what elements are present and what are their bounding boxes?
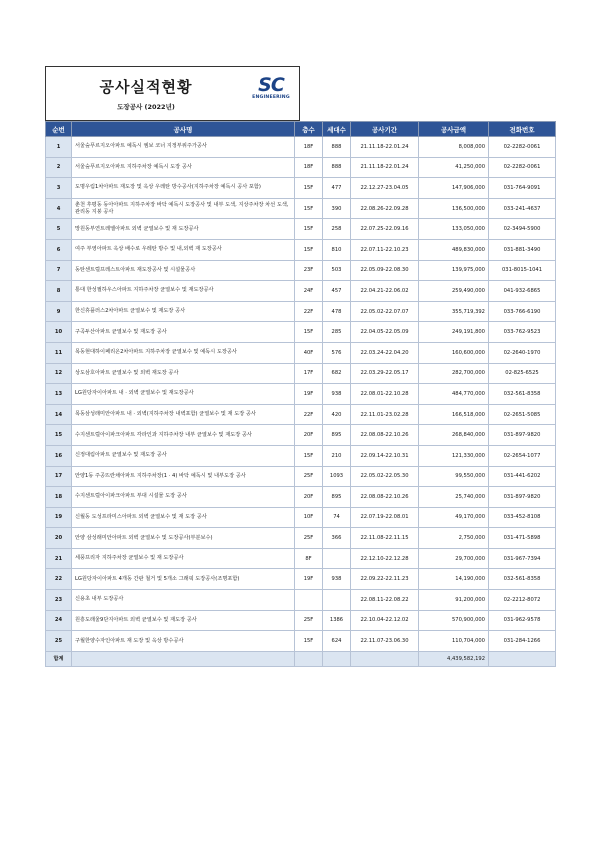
col-header: 전화번호 [489,122,556,137]
project-name: 춘천 후평동 동아아파트 지하주차장 바닥 예독시 도장공사 및 내부 도색, 지상주차장 차선 도색, 관리동 지붕 공사 [72,198,295,219]
units-cell: 457 [323,281,351,302]
table-row [46,610,556,631]
phone-cell: 02-2282-0061 [489,157,556,178]
amount-cell: 355,719,392 [419,301,489,322]
company-logo [251,75,291,100]
row-number: 9 [46,301,72,322]
period-cell: 22.09.14-22.10.31 [351,445,419,466]
row-number: 8 [46,281,72,302]
table-row [46,507,556,528]
units-cell: 366 [323,528,351,549]
row-number: 21 [46,548,72,569]
units-cell: 503 [323,260,351,281]
title-box [45,66,300,122]
period-cell: 22.08.08-22.10.26 [351,425,419,446]
table-row [46,590,556,611]
phone-cell: 031-967-7394 [489,548,556,569]
col-header: 층수 [295,122,323,137]
floors-cell: 40F [295,342,323,363]
phone-cell: 031-8015-1041 [489,260,556,281]
amount-cell: 147,906,000 [419,178,489,199]
phone-cell: 031-962-9578 [489,610,556,631]
project-name: 신정대림아파트 균열보수 및 재도장 공사 [72,445,295,466]
period-cell: 22.05.02-22.07.07 [351,301,419,322]
phone-cell: 032-561-8358 [489,384,556,405]
phone-cell: 02-2282-0061 [489,137,556,158]
phone-cell: 041-932-6865 [489,281,556,302]
row-number: 24 [46,610,72,631]
phone-cell: 031-897-9820 [489,425,556,446]
floors-cell: 15F [295,178,323,199]
table-cell [295,651,323,666]
units-cell: 576 [323,342,351,363]
amount-cell: 160,600,000 [419,342,489,363]
project-name: 목동삼성래미안아파트 내 · 외벽(지하주차장 내벽포함) 균열보수 및 재 도장 공사 [72,404,295,425]
period-cell: 22.11.08-22.11.15 [351,528,419,549]
units-cell: 682 [323,363,351,384]
amount-cell: 2,750,000 [419,528,489,549]
phone-cell: 02-825-6525 [489,363,556,384]
table-header-row [46,122,556,137]
table-cell [72,651,295,666]
phone-cell: 031-764-9091 [489,178,556,199]
row-number: 4 [46,198,72,219]
floors-cell: 22F [295,301,323,322]
units-cell: 888 [323,157,351,178]
project-table [45,121,556,667]
table-row [46,219,556,240]
row-number: 10 [46,322,72,343]
floors-cell: 15F [295,322,323,343]
units-cell: 478 [323,301,351,322]
col-header: 공사명 [72,122,295,137]
row-number: 20 [46,528,72,549]
floors-cell: 19F [295,569,323,590]
units-cell: 477 [323,178,351,199]
amount-cell: 99,550,000 [419,466,489,487]
table-row [46,198,556,219]
row-number: 18 [46,487,72,508]
amount-cell: 166,518,000 [419,404,489,425]
floors-cell: 20F [295,425,323,446]
period-cell: 22.07.25-22.09.16 [351,219,419,240]
amount-cell: 110,704,000 [419,631,489,652]
row-number: 1 [46,137,72,158]
table-row [46,466,556,487]
floors-cell: 25F [295,528,323,549]
row-number: 6 [46,239,72,260]
floors-cell: 15F [295,198,323,219]
units-cell [323,590,351,611]
project-name: LG원당자이아파트 내 · 외벽 균열보수 및 재도장공사 [72,384,295,405]
table-row [46,445,556,466]
period-cell: 22.08.01-22.10.28 [351,384,419,405]
floors-cell: 15F [295,219,323,240]
row-number: 12 [46,363,72,384]
row-number: 2 [46,157,72,178]
table-row [46,281,556,302]
project-name: 동탄센트럴프레스트아파트 재도장공사 및 시설물공사 [72,260,295,281]
phone-cell: 031-284-1266 [489,631,556,652]
floors-cell [295,590,323,611]
units-cell: 624 [323,631,351,652]
project-name: 안양 삼성래미안아파트 외벽 균열보수 및 도장공사(부분보수) [72,528,295,549]
units-cell: 1386 [323,610,351,631]
col-header: 순번 [46,122,72,137]
units-cell: 74 [323,507,351,528]
period-cell: 22.07.11-22.10.23 [351,239,419,260]
units-cell: 285 [323,322,351,343]
table-row [46,239,556,260]
page-title: 공사실적현황 [99,78,193,96]
table-row [46,569,556,590]
floors-cell: 8F [295,548,323,569]
row-number: 25 [46,631,72,652]
table-row [46,363,556,384]
table-row [46,260,556,281]
row-number: 17 [46,466,72,487]
period-cell: 22.12.27-23.04.05 [351,178,419,199]
phone-cell: 02-2654-1077 [489,445,556,466]
period-cell: 21.11.18-22.01.24 [351,157,419,178]
table-cell [351,651,419,666]
project-name: 한신휴플러스2차아파트 균열보수 및 재도장 공사 [72,301,295,322]
amount-cell: 249,191,800 [419,322,489,343]
period-cell: 22.11.07-23.06.30 [351,631,419,652]
logo-text: ENGINEERING [252,95,290,100]
amount-cell: 8,008,000 [419,137,489,158]
period-cell: 22.10.04-22.12.02 [351,610,419,631]
amount-cell: 41,250,000 [419,157,489,178]
project-name: 신용초 내부 도장공사 [72,590,295,611]
period-cell: 22.08.11-22.08.22 [351,590,419,611]
logo-mark: SC [258,74,284,96]
project-name: 여주 부영아파트 옥상 배수로 우레탄 방수 및 내,외벽 재 도장공사 [72,239,295,260]
table-row [46,384,556,405]
row-number: 13 [46,384,72,405]
floors-cell: 15F [295,239,323,260]
period-cell: 22.03.29-22.05.17 [351,363,419,384]
project-name: 서울숲푸르지오아파트 예독시 엠보 코너 지정부위주가공사 [72,137,295,158]
units-cell: 895 [323,487,351,508]
project-name: 상도삼호아파트 균열보수 및 외벽 재도장 공사 [72,363,295,384]
phone-cell: 02-3494-5900 [489,219,556,240]
phone-cell: 033-241-4637 [489,198,556,219]
row-number: 11 [46,342,72,363]
total-row [46,651,556,666]
period-cell: 22.09.22-22.11.23 [351,569,419,590]
table-cell [323,651,351,666]
total-amount: 4,439,582,192 [419,651,489,666]
row-number: 7 [46,260,72,281]
phone-cell: 031-471-5898 [489,528,556,549]
units-cell: 390 [323,198,351,219]
floors-cell: 23F [295,260,323,281]
units-cell: 938 [323,569,351,590]
units-cell: 258 [323,219,351,240]
project-name: 세풍프리자 지하주차장 균열보수 및 재 도장공사 [72,548,295,569]
floors-cell: 25F [295,466,323,487]
row-number: 16 [46,445,72,466]
project-name: 도명우림1차아파트 재도장 및 옥상 우레탄 방수공사(지하주차장 예독시 공사 포함) [72,178,295,199]
project-name: 수지센트럴아이파크아파트 각라인과 지하주차장 내부 균열보수 및 재도장 공사 [72,425,295,446]
amount-cell: 121,330,000 [419,445,489,466]
project-name: 수지센트럴아이파크아파트 부대 시설물 도장 공사 [72,487,295,508]
project-name: LG원당자이아파트 4개동 간판 철거 및 5개소 그래픽 도장공사(조명포함) [72,569,295,590]
row-number: 19 [46,507,72,528]
amount-cell: 139,975,000 [419,260,489,281]
amount-cell: 484,770,000 [419,384,489,405]
table-row [46,528,556,549]
table-row [46,157,556,178]
period-cell: 22.04.21-22.06.02 [351,281,419,302]
project-name: 목동현대하이페리온2차아파트 지하주차장 균열보수 및 예독시 도장공사 [72,342,295,363]
period-cell: 22.11.01-23.02.28 [351,404,419,425]
project-name: 안양1동 주공뜨란채아파트 지하주차장(1 · 4) 바닥 예독시 및 내부도장 공사 [72,466,295,487]
phone-cell: 033-452-8108 [489,507,556,528]
project-name: 원흥도래울9단지아파트 외벽 균열보수 및 재도장 공사 [72,610,295,631]
amount-cell: 570,900,000 [419,610,489,631]
period-cell: 22.04.05-22.05.09 [351,322,419,343]
floors-cell: 18F [295,137,323,158]
floors-cell: 19F [295,384,323,405]
floors-cell: 15F [295,445,323,466]
phone-cell: 02-2651-5085 [489,404,556,425]
project-name: 구월한양수자인아파트 재 도장 및 옥상 방수공사 [72,631,295,652]
table-row [46,137,556,158]
amount-cell: 136,500,000 [419,198,489,219]
row-number: 14 [46,404,72,425]
amount-cell: 91,200,000 [419,590,489,611]
phone-cell: 033-762-9523 [489,322,556,343]
row-number: 22 [46,569,72,590]
table-row [46,548,556,569]
phone-cell: 031-441-6202 [489,466,556,487]
units-cell: 420 [323,404,351,425]
amount-cell: 489,830,000 [419,239,489,260]
floors-cell: 18F [295,157,323,178]
table-row [46,425,556,446]
row-number: 23 [46,590,72,611]
units-cell: 810 [323,239,351,260]
project-name: 서울숲푸르지오아파트 지하주차장 예독시 도장 공사 [72,157,295,178]
amount-cell: 268,840,000 [419,425,489,446]
col-header: 공사기간 [351,122,419,137]
amount-cell: 29,700,000 [419,548,489,569]
phone-cell: 033-766-6190 [489,301,556,322]
table-row [46,178,556,199]
phone-cell: 031-881-3490 [489,239,556,260]
floors-cell: 10F [295,507,323,528]
table-row [46,631,556,652]
amount-cell: 282,700,000 [419,363,489,384]
period-cell: 22.05.02-22.05.30 [351,466,419,487]
floors-cell: 20F [295,487,323,508]
row-number: 15 [46,425,72,446]
phone-cell: 02-2212-8072 [489,590,556,611]
floors-cell: 24F [295,281,323,302]
table-row [46,404,556,425]
table-row [46,487,556,508]
period-cell: 22.08.08-22.10.26 [351,487,419,508]
table-row [46,342,556,363]
period-cell: 22.12.10-22.12.28 [351,548,419,569]
amount-cell: 259,490,000 [419,281,489,302]
amount-cell: 14,190,000 [419,569,489,590]
amount-cell: 25,740,000 [419,487,489,508]
units-cell: 895 [323,425,351,446]
table-row [46,322,556,343]
units-cell: 1093 [323,466,351,487]
units-cell: 938 [323,384,351,405]
floors-cell: 22F [295,404,323,425]
floors-cell: 25F [295,610,323,631]
page-subtitle: 도장공사 (2022년) [117,103,175,111]
floors-cell: 15F [295,631,323,652]
units-cell [323,548,351,569]
project-name: 망원동부연트레엘아파트 외벽 균열보수 및 재 도장공사 [72,219,295,240]
amount-cell: 49,170,000 [419,507,489,528]
period-cell: 22.03.24-22.04.20 [351,342,419,363]
units-cell: 210 [323,445,351,466]
phone-cell: 032-561-8358 [489,569,556,590]
col-header: 공사금액 [419,122,489,137]
units-cell: 888 [323,137,351,158]
table-row [46,301,556,322]
row-number: 5 [46,219,72,240]
project-name: 신월동 도성프라미스아파트 외벽 균열보수 및 재 도장 공사 [72,507,295,528]
project-name: 구곡두산아파트 균열보수 및 재도장 공사 [72,322,295,343]
phone-cell: 031-897-9820 [489,487,556,508]
project-name: 통대 한성필하우스아파트 지하주차장 균열보수 및 재도장공사 [72,281,295,302]
total-label: 합계 [46,651,72,666]
col-header: 세대수 [323,122,351,137]
period-cell: 22.08.26-22.09.28 [351,198,419,219]
table-cell [489,651,556,666]
period-cell: 21.11.18-22.01.24 [351,137,419,158]
period-cell: 22.05.09-22.08.30 [351,260,419,281]
amount-cell: 133,050,000 [419,219,489,240]
row-number: 3 [46,178,72,199]
phone-cell: 02-2640-1970 [489,342,556,363]
floors-cell: 17F [295,363,323,384]
period-cell: 22.07.19-22.08.01 [351,507,419,528]
